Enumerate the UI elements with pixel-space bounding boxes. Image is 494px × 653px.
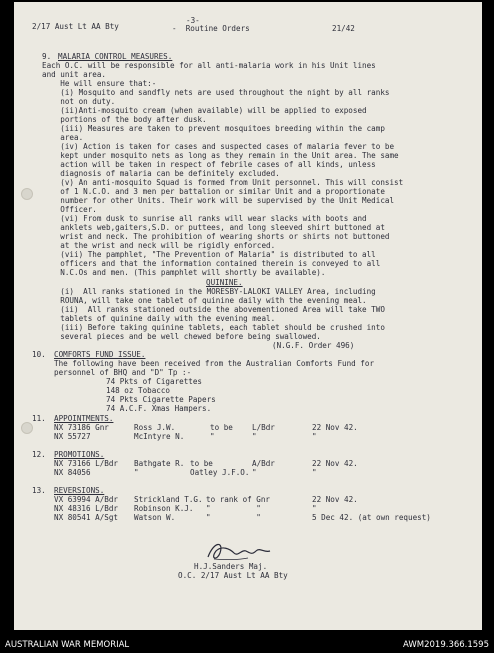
table-cell: NX 80541 A/Sgt xyxy=(54,513,119,522)
body-line: number for other Units. Their work will be supervised by the Unit Medical xyxy=(42,196,395,205)
section-heading: APPOINTMENTS. xyxy=(54,414,114,423)
section-heading: MALARIA CONTROL MEASURES. xyxy=(58,52,173,61)
table-cell: Ross J.W. xyxy=(134,423,176,432)
body-line: (ii)Anti-mosquito cream (when available) will be applied to exposed xyxy=(42,106,367,115)
table-cell: " xyxy=(252,432,257,441)
body-line: Each O.C. will be responsible for all anti-malaria work in his Unit lines xyxy=(42,61,376,70)
body-line: portions of the body after dusk. xyxy=(42,115,207,124)
section-number: 10. xyxy=(32,350,46,359)
table-cell: 22 Nov 42. xyxy=(312,495,358,504)
table-cell: Oatley J.F.O. xyxy=(190,468,250,477)
body-line: action will be taken in respect of febrile cases of all kinds, unless xyxy=(42,160,376,169)
punch-hole xyxy=(21,422,33,434)
header-page: -3- xyxy=(186,16,200,25)
body-line: tablets of quinine daily with the evening meal. xyxy=(42,314,276,323)
table-cell: to be xyxy=(210,423,233,432)
body-line: personnel of BHQ and "D" Tp :- xyxy=(54,368,192,377)
body-line: (i) Mosquito and sandfly nets are used throughout the night by all ranks xyxy=(42,88,390,97)
table-cell: 22 Nov 42. xyxy=(312,423,358,432)
signature-name: H.J.Sanders Maj. xyxy=(194,562,268,571)
body-line: (i) All ranks stationed in the MORESBY-LALOKI VALLEY Area, including xyxy=(42,287,376,296)
body-line: (vi) From dusk to sunrise all ranks will wear slacks with boots and xyxy=(42,214,367,223)
footer-reference: AWM2019.366.1595 xyxy=(403,640,489,650)
body-line: (vii) The pamphlet, "The Prevention of Malaria" is distributed to all xyxy=(42,250,376,259)
body-line: Officer. xyxy=(42,205,97,214)
body-line: anklets web,gaiters,S.D. or puttees, and long sleeved shirt buttoned at xyxy=(42,223,385,232)
document-page xyxy=(14,2,482,630)
order-reference: (N.G.F. Order 496) xyxy=(272,341,355,350)
body-line: ROUNA, will take one tablet of quinine daily with the evening meal. xyxy=(42,296,367,305)
body-line: (iii) Measures are taken to prevent mosquitoes breeding within the camp xyxy=(42,124,385,133)
table-cell: " xyxy=(312,468,317,477)
table-cell: to be xyxy=(190,459,213,468)
table-cell: Robinson K.J. xyxy=(134,504,194,513)
table-cell: " " xyxy=(206,504,261,513)
table-cell: McIntyre N. xyxy=(134,432,185,441)
header-unit: 2/17 Aust Lt AA Bty xyxy=(32,22,119,31)
table-cell: VX 63994 A/Bdr xyxy=(54,495,119,504)
body-line: He will ensure that:- xyxy=(42,79,157,88)
table-cell: NX 84056 xyxy=(54,468,91,477)
table-cell: " xyxy=(134,468,139,477)
table-cell: " xyxy=(252,468,257,477)
handwritten-signature xyxy=(204,539,274,563)
table-cell: " xyxy=(312,504,317,513)
archive-footer xyxy=(0,639,494,653)
section-number: 12. xyxy=(32,450,46,459)
body-line: officers and that the information contained therein is conveyed to all xyxy=(42,259,381,268)
body-line: (ii) All ranks stationed outside the abovementioned Area will take TWO xyxy=(42,305,385,314)
list-item: 148 oz Tobacco xyxy=(106,386,171,395)
body-line: several pieces and be well chewed before being swallowed. xyxy=(42,332,321,341)
footer-institution: AUSTRALIAN WAR MEMORIAL xyxy=(5,640,130,650)
punch-hole xyxy=(21,188,33,200)
section-number: 13. xyxy=(32,486,46,495)
list-item: 74 A.C.F. Xmas Hampers. xyxy=(106,404,212,413)
body-line: not on duty. xyxy=(42,97,116,106)
body-line: The following have been received from the Australian Comforts Fund for xyxy=(54,359,375,368)
table-cell: " " xyxy=(206,513,261,522)
header-title: - Routine Orders xyxy=(172,24,250,33)
list-item: 74 Pkts Cigarette Papers xyxy=(106,395,216,404)
body-line: at the wrist and neck will be rigidly enforced. xyxy=(42,241,276,250)
section-heading: PROMOTIONS. xyxy=(54,450,105,459)
header-number: 21/42 xyxy=(332,24,355,33)
body-line: and unit area. xyxy=(42,70,107,79)
body-line: (iii) Before taking quinine tablets, each tablet should be crushed into xyxy=(42,323,385,332)
section-number: 9. xyxy=(42,52,52,61)
body-line: kept under mosquito nets as long as they remain in the Unit area. The same xyxy=(42,151,399,160)
section-heading: REVERSIONS. xyxy=(54,486,105,495)
table-cell: A/Bdr xyxy=(252,459,275,468)
table-cell: " xyxy=(210,432,215,441)
table-cell: Bathgate R. xyxy=(134,459,185,468)
table-cell: 5 Dec 42. (at own request) xyxy=(312,513,431,522)
body-line: area. xyxy=(42,133,84,142)
table-cell: NX 73166 L/Bdr xyxy=(54,459,119,468)
table-cell: Watson W. xyxy=(134,513,176,522)
list-item: 74 Pkts of Cigarettes xyxy=(106,377,203,386)
table-cell: 22 Nov 42. xyxy=(312,459,358,468)
body-line: of 1 N.C.O. and 3 men per battalion or similar Unit and a proportionate xyxy=(42,187,385,196)
section-number: 11. xyxy=(32,414,46,423)
body-line: (iv) Action is taken for cases and suspected cases of malaria fever to be xyxy=(42,142,395,151)
body-line: (v) An anti-mosquito Squad is formed from Unit personnel. This will consist xyxy=(42,178,404,187)
table-cell: NX 55727 xyxy=(54,432,91,441)
table-cell: NX 73186 Gnr xyxy=(54,423,109,432)
signature-title: O.C. 2/17 Aust Lt AA Bty xyxy=(178,571,288,580)
table-cell: NX 48316 L/Bdr xyxy=(54,504,119,513)
table-cell: " xyxy=(312,432,317,441)
section-heading: COMFORTS FUND ISSUE. xyxy=(54,350,146,359)
table-cell: L/Bdr xyxy=(252,423,275,432)
subsection-heading: QUININE. xyxy=(206,278,243,287)
table-cell: to rank of Gnr xyxy=(206,495,271,504)
body-line: N.C.Os and men. (This pamphlet will shortly be available). xyxy=(42,268,326,277)
body-line: wrist and neck. The prohibition of wearing shorts or shirts not buttoned xyxy=(42,232,390,241)
body-line: diagnosis of malaria can be definitely excluded. xyxy=(42,169,280,178)
table-cell: Strickland T.G. xyxy=(134,495,203,504)
